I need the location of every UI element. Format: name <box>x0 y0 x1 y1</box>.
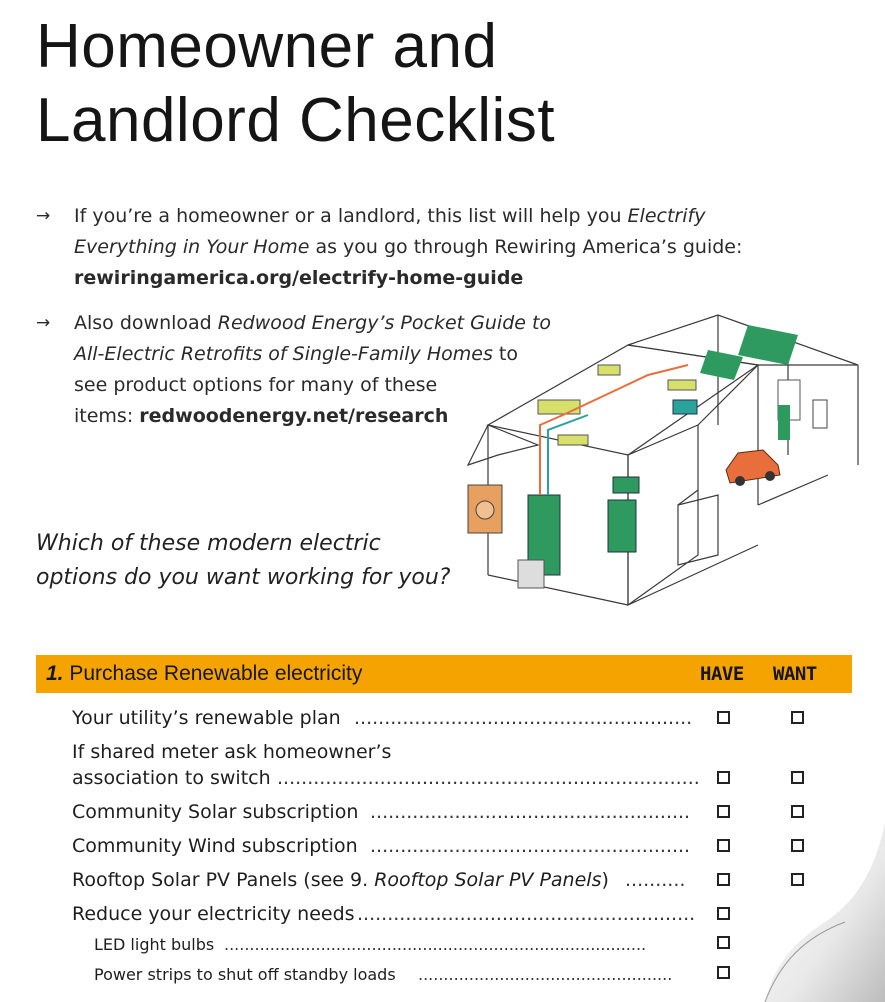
want-checkbox-utility-plan[interactable] <box>791 711 804 724</box>
have-checkbox-reduce-needs[interactable] <box>717 907 730 920</box>
have-column-label: HAVE <box>700 663 744 685</box>
arrow-right-icon: → <box>36 313 51 333</box>
page-title <box>36 10 555 158</box>
guide-link[interactable]: rewiringamerica.org/electrify-home-guide <box>74 267 524 289</box>
have-checkbox-power-strips[interactable] <box>717 966 730 979</box>
have-checkbox-shared-meter[interactable] <box>717 771 730 784</box>
have-checkbox-utility-plan[interactable] <box>717 711 730 724</box>
title-line-1: Homeowner and <box>36 12 498 81</box>
title-line-2: Landlord Checklist <box>36 86 556 155</box>
attic-unit <box>538 400 580 414</box>
electric-car <box>726 450 780 486</box>
arrow-right-icon: → <box>36 206 51 226</box>
research-link[interactable]: redwoodenergy.net/research <box>139 405 449 427</box>
electric-stove <box>608 500 636 552</box>
heat-pump-unit <box>518 560 544 588</box>
have-checkbox-community-wind[interactable] <box>717 839 730 852</box>
house-illustration <box>458 305 858 615</box>
page-curl-decoration <box>735 812 885 1002</box>
have-checkbox-led-bulbs[interactable] <box>717 936 730 949</box>
section-header-renewable: 1. Purchase Renewable electricity HAVE WANT <box>36 655 852 693</box>
electric-panel <box>813 400 827 428</box>
section-title: Purchase Renewable electricity <box>69 662 363 685</box>
want-checkbox-shared-meter[interactable] <box>791 771 804 784</box>
have-checkbox-rooftop-solar[interactable] <box>717 873 730 886</box>
have-checkbox-community-solar[interactable] <box>717 805 730 818</box>
want-column-label: WANT <box>773 663 817 685</box>
question-text: Which of these modern electric options do you want working for you? <box>36 531 451 590</box>
